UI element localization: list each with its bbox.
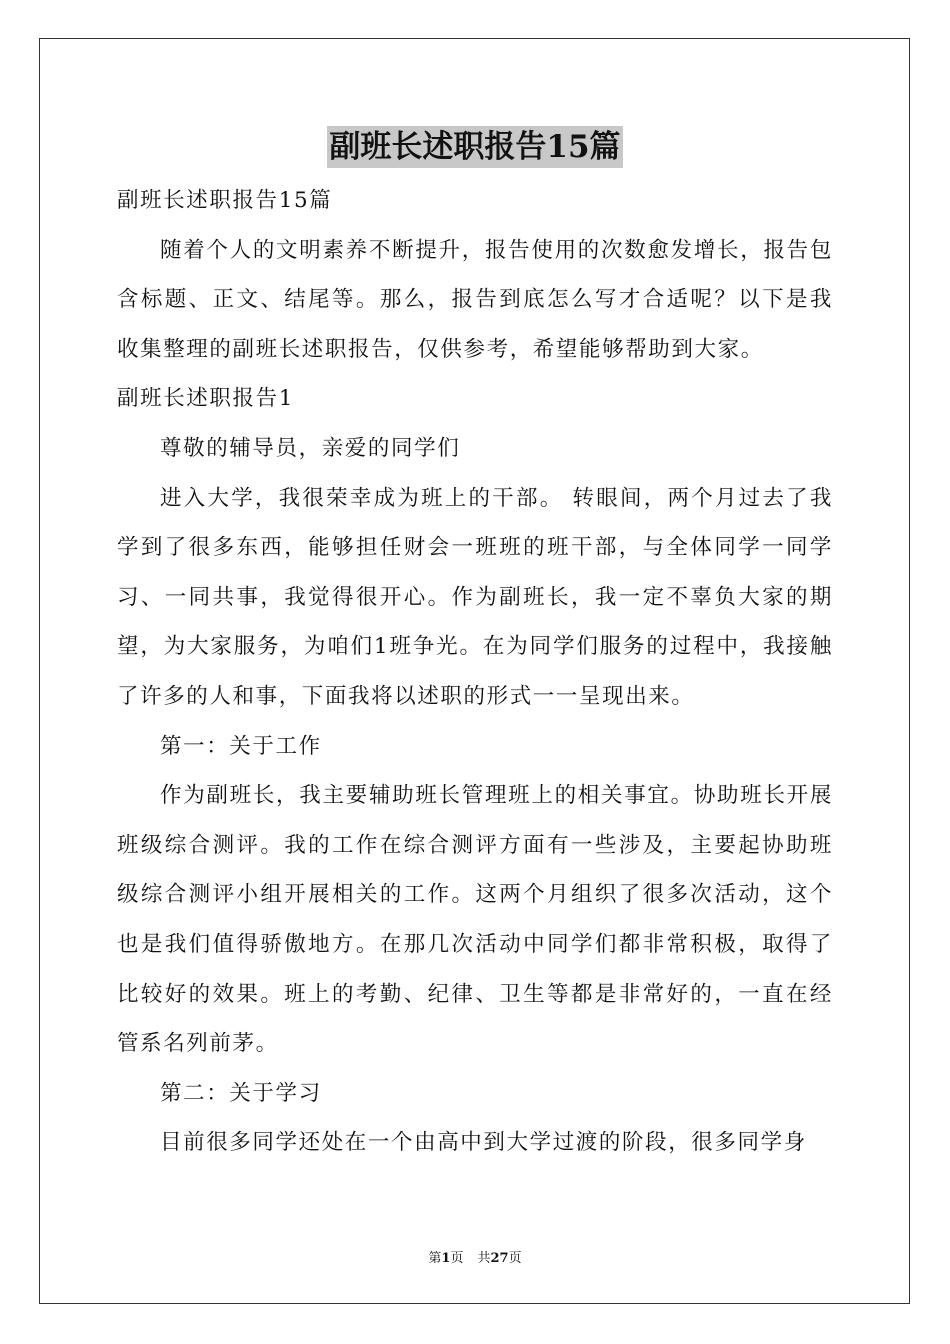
body-paragraph-1: 进入大学，我很荣幸成为班上的干部。 转眼间，两个月过去了我学到了很多东西，能够担任财会一班班的班干部，与全体同学一同学习、一同共事，我觉得很开心。作为副班长，我一定不辜负大家的期望，为大家服务，为咱们1班争光。在为同学们服务的过程中，我接触了许多的人和事，下面我将以述职的形式一一呈现出来。 bbox=[117, 485, 833, 709]
title-container bbox=[0, 126, 950, 168]
page-suffix: 页 bbox=[450, 1251, 464, 1266]
total-pages: 27 bbox=[490, 1251, 509, 1266]
document-subtitle: 副班长述职报告15篇 bbox=[117, 188, 333, 213]
total-prefix: 共 bbox=[477, 1251, 491, 1266]
intro-paragraph: 随着个人的文明素养不断提升，报告使用的次数愈发增长，报告包含标题、正文、结尾等。那么，报告到底怎么写才合适呢？以下是我收集整理的副班长述职报告，仅供参考，希望能够帮助到大家。 bbox=[117, 237, 833, 362]
page-number: 1 bbox=[441, 1251, 451, 1266]
document-body bbox=[117, 176, 833, 1168]
body-paragraph-3: 目前很多同学还处在一个由高中到大学过渡的阶段，很多同学身 bbox=[160, 1130, 807, 1156]
subheading-work: 第一：关于工作 bbox=[160, 733, 322, 759]
document-title: 副班长述职报告15篇 bbox=[327, 126, 622, 168]
greeting-line: 尊敬的辅导员，亲爱的同学们 bbox=[160, 435, 461, 461]
body-paragraph-2: 作为副班长，我主要辅助班长管理班上的相关事宜。协助班长开展班级综合测评。我的工作在综合测评方面有一些涉及，主要起协助班级综合测评小组开展相关的工作。这两个月组织了很多次活动，这个也是我们值得骄傲地方。在那几次活动中同学们都非常积极，取得了比较好的效果。班上的考勤、纪律、卫生等都是非常好的，一直在经管系名列前茅。 bbox=[117, 783, 833, 1057]
subheading-study: 第二：关于学习 bbox=[160, 1080, 322, 1106]
section-heading: 副班长述职报告1 bbox=[117, 386, 294, 412]
page-prefix: 第 bbox=[428, 1251, 442, 1266]
total-suffix: 页 bbox=[508, 1251, 522, 1266]
page-footer bbox=[0, 1247, 950, 1266]
